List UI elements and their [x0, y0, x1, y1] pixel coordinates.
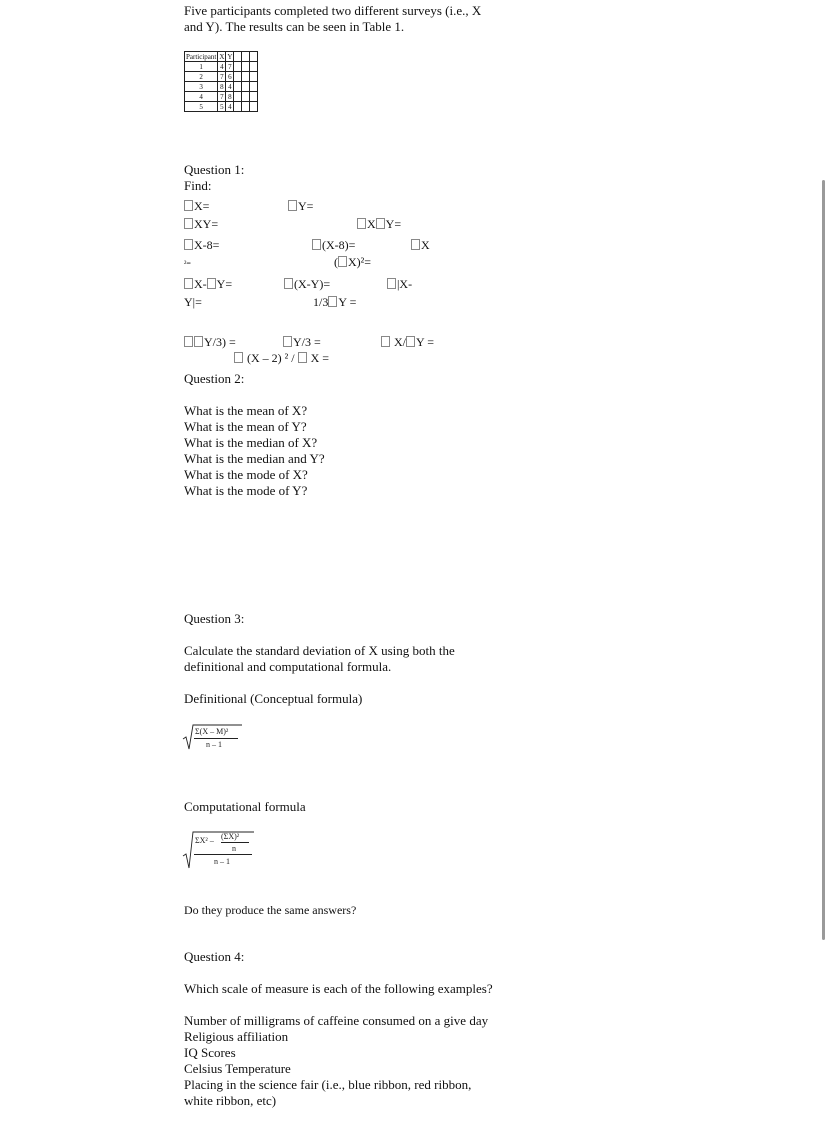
data-table	[184, 51, 258, 112]
table-cell-empty	[250, 92, 258, 102]
table-cell-empty	[234, 92, 242, 102]
sumx-sumy-label-a: X	[367, 217, 376, 231]
table-cell: 5	[185, 102, 218, 112]
paren-label: (	[334, 255, 338, 269]
list-item: IQ Scores	[184, 1045, 236, 1060]
table-cell: 5	[218, 102, 226, 112]
y-label: Y =	[416, 335, 434, 349]
table-cell-empty	[242, 102, 250, 112]
header-y: Y	[227, 52, 233, 61]
list-item: What is the median of X?	[184, 435, 318, 450]
list-item: Religious affiliation	[184, 1029, 289, 1044]
sum-symbol-icon	[184, 336, 193, 347]
table-cell-empty	[242, 72, 250, 82]
sum-symbol-icon	[184, 200, 193, 211]
table-cell: 3	[185, 82, 218, 92]
x-over-y-field	[381, 334, 434, 350]
table-cell: 4	[226, 82, 234, 92]
sum-symbol-icon	[338, 256, 347, 267]
sum-symbol-icon	[357, 218, 366, 229]
abs-y-fragment: Y|=	[184, 295, 202, 309]
sum-x-minus-8-field	[184, 237, 219, 253]
header-x: X	[219, 52, 225, 61]
list-item: What is the mean of X?	[184, 403, 308, 418]
sum-x-field	[184, 198, 209, 214]
sumx-sumy-field	[357, 216, 401, 232]
sum-x-minus-8-sq-label: (X-8)	[322, 238, 349, 252]
def-denominator: n – 1	[206, 740, 222, 749]
third-y-field	[313, 294, 356, 310]
sum-symbol-icon	[194, 336, 203, 347]
table-cell-empty	[242, 82, 250, 92]
third-y-label: Y =	[338, 295, 357, 309]
equals-label: =	[348, 238, 356, 252]
sum-symbol-icon	[184, 218, 193, 229]
x-minus-2-field	[234, 350, 329, 366]
sum-x-minus-y-label: (X-Y)=	[294, 277, 331, 291]
q2-title: Question 2:	[184, 371, 245, 386]
def-numerator: Σ(X – M)²	[195, 727, 229, 736]
x-equals-label: X =	[310, 351, 330, 365]
vertical-scrollbar[interactable]	[822, 180, 825, 940]
comp-n: n	[232, 844, 236, 853]
q4-prompt: Which scale of measure is each of the following examples?	[184, 981, 493, 996]
table-row	[185, 102, 258, 112]
list-item: What is the mean of Y?	[184, 419, 307, 434]
table-cell-empty	[242, 92, 250, 102]
table-cell: 7	[218, 92, 226, 102]
table-cell-empty	[234, 72, 242, 82]
table-cell-empty	[242, 52, 250, 62]
sum-xy-field	[184, 216, 218, 232]
table-cell: 4	[226, 102, 234, 112]
sumx-minus-label: X-	[194, 277, 207, 291]
sum-x-label: X=	[194, 199, 210, 213]
list-item: What is the median and Y?	[184, 451, 325, 466]
sum-xy-label: XY=	[194, 217, 219, 231]
table-cell-empty	[234, 82, 242, 92]
table-row	[185, 62, 258, 72]
x-box-label: X	[421, 238, 430, 252]
table-cell-empty	[250, 102, 258, 112]
list-item: Number of milligrams of caffeine consumed on a give day	[184, 1013, 489, 1028]
sum-symbol-icon	[284, 278, 293, 289]
fraction-bar	[221, 842, 249, 843]
sum-symbol-icon	[312, 239, 321, 250]
table-cell-empty	[250, 82, 258, 92]
table-row	[185, 72, 258, 82]
sum-symbol-icon	[381, 336, 390, 347]
table-cell-empty	[250, 62, 258, 72]
sum-symbol-icon	[184, 239, 193, 250]
table-cell: 7	[226, 62, 234, 72]
abs-x-label: |X-	[397, 277, 413, 291]
same-answers-question: Do they produce the same answers?	[184, 903, 357, 917]
sumy-label: Y=	[216, 277, 233, 291]
sum-symbol-icon	[411, 239, 420, 250]
sum-symbol-icon	[387, 278, 396, 289]
table-row	[185, 82, 258, 92]
computational-label: Computational formula	[184, 799, 306, 814]
sumx-sumy-label-b: Y=	[385, 217, 402, 231]
sum-symbol-icon	[376, 218, 385, 229]
table-cell-empty	[250, 72, 258, 82]
q4-title: Question 4:	[184, 949, 245, 964]
sum-y-over-3-label: Y/3 =	[293, 335, 321, 349]
sum-x-minus-8-sq-field	[312, 237, 355, 253]
sum-y-over-3-field	[283, 334, 321, 350]
third-label: 1/3	[313, 295, 329, 309]
sum-y-over-3-paren-field	[184, 334, 236, 350]
sum-y3-label: Y/3) =	[204, 335, 236, 349]
table-row	[185, 92, 258, 102]
table-cell: 4	[185, 92, 218, 102]
sum-x-squared-field	[334, 254, 371, 270]
sum-x-minus-y-field	[284, 276, 330, 292]
sum-symbol-icon	[207, 278, 216, 289]
x-box-field	[411, 237, 430, 253]
table-cell: 8	[226, 92, 234, 102]
comp-sum-x-all-squared: (ΣX)²	[221, 832, 240, 841]
x-minus-2-label: (X – 2) ² /	[247, 351, 298, 365]
fraction-bar	[194, 854, 252, 855]
table-cell-empty	[250, 52, 258, 62]
table-cell-empty	[242, 62, 250, 72]
list-item: What is the mode of Y?	[184, 483, 308, 498]
sum-symbol-icon	[184, 278, 193, 289]
table-cell: 1	[185, 62, 218, 72]
squared-fragment: ²=	[184, 259, 191, 268]
sum-x-minus-8-label: X-8=	[194, 238, 220, 252]
sum-x-squared-label: X)²=	[348, 255, 372, 269]
list-item: What is the mode of X?	[184, 467, 308, 482]
list-item: Celsius Temperature	[184, 1061, 291, 1076]
table-header-row	[185, 52, 258, 62]
q1-find: Find:	[184, 178, 212, 193]
sum-symbol-icon	[234, 352, 243, 363]
q1-title: Question 1:	[184, 162, 245, 177]
sumx-minus-sumy-field	[184, 276, 232, 292]
sum-symbol-icon	[288, 200, 297, 211]
table-cell: 7	[218, 72, 226, 82]
sum-symbol-icon	[328, 296, 337, 307]
sum-symbol-icon	[298, 352, 307, 363]
table-cell-empty	[234, 102, 242, 112]
sum-symbol-icon	[406, 336, 415, 347]
sum-y-label: Y=	[298, 199, 314, 213]
intro-line-1: Five participants completed two different surveys (i.e., X	[184, 3, 482, 18]
list-item: Placing in the science fair (i.e., blue ribbon, red ribbon,	[184, 1077, 472, 1092]
comp-denominator: n – 1	[214, 857, 230, 866]
table-cell: 4	[218, 62, 226, 72]
table-cell: 6	[226, 72, 234, 82]
q3-line-1: Calculate the standard deviation of X using both the	[184, 643, 455, 658]
x-over-label: X/	[394, 335, 406, 349]
q3-line-2: definitional and computational formula.	[184, 659, 392, 674]
table-cell: 2	[185, 72, 218, 82]
fraction-bar	[194, 738, 238, 739]
q3-title: Question 3:	[184, 611, 245, 626]
list-item: white ribbon, etc)	[184, 1093, 277, 1108]
abs-x-field	[387, 276, 412, 292]
table-cell: 8	[218, 82, 226, 92]
definitional-label: Definitional (Conceptual formula)	[184, 691, 363, 706]
table-cell-empty	[234, 62, 242, 72]
table-cell-empty	[234, 52, 242, 62]
comp-sum-x-squared: ΣX² –	[195, 836, 214, 845]
sum-y-field	[288, 198, 313, 214]
sum-symbol-icon	[283, 336, 292, 347]
intro-line-2: and Y). The results can be seen in Table 1.	[184, 19, 405, 34]
header-participant: Participant	[186, 52, 217, 61]
